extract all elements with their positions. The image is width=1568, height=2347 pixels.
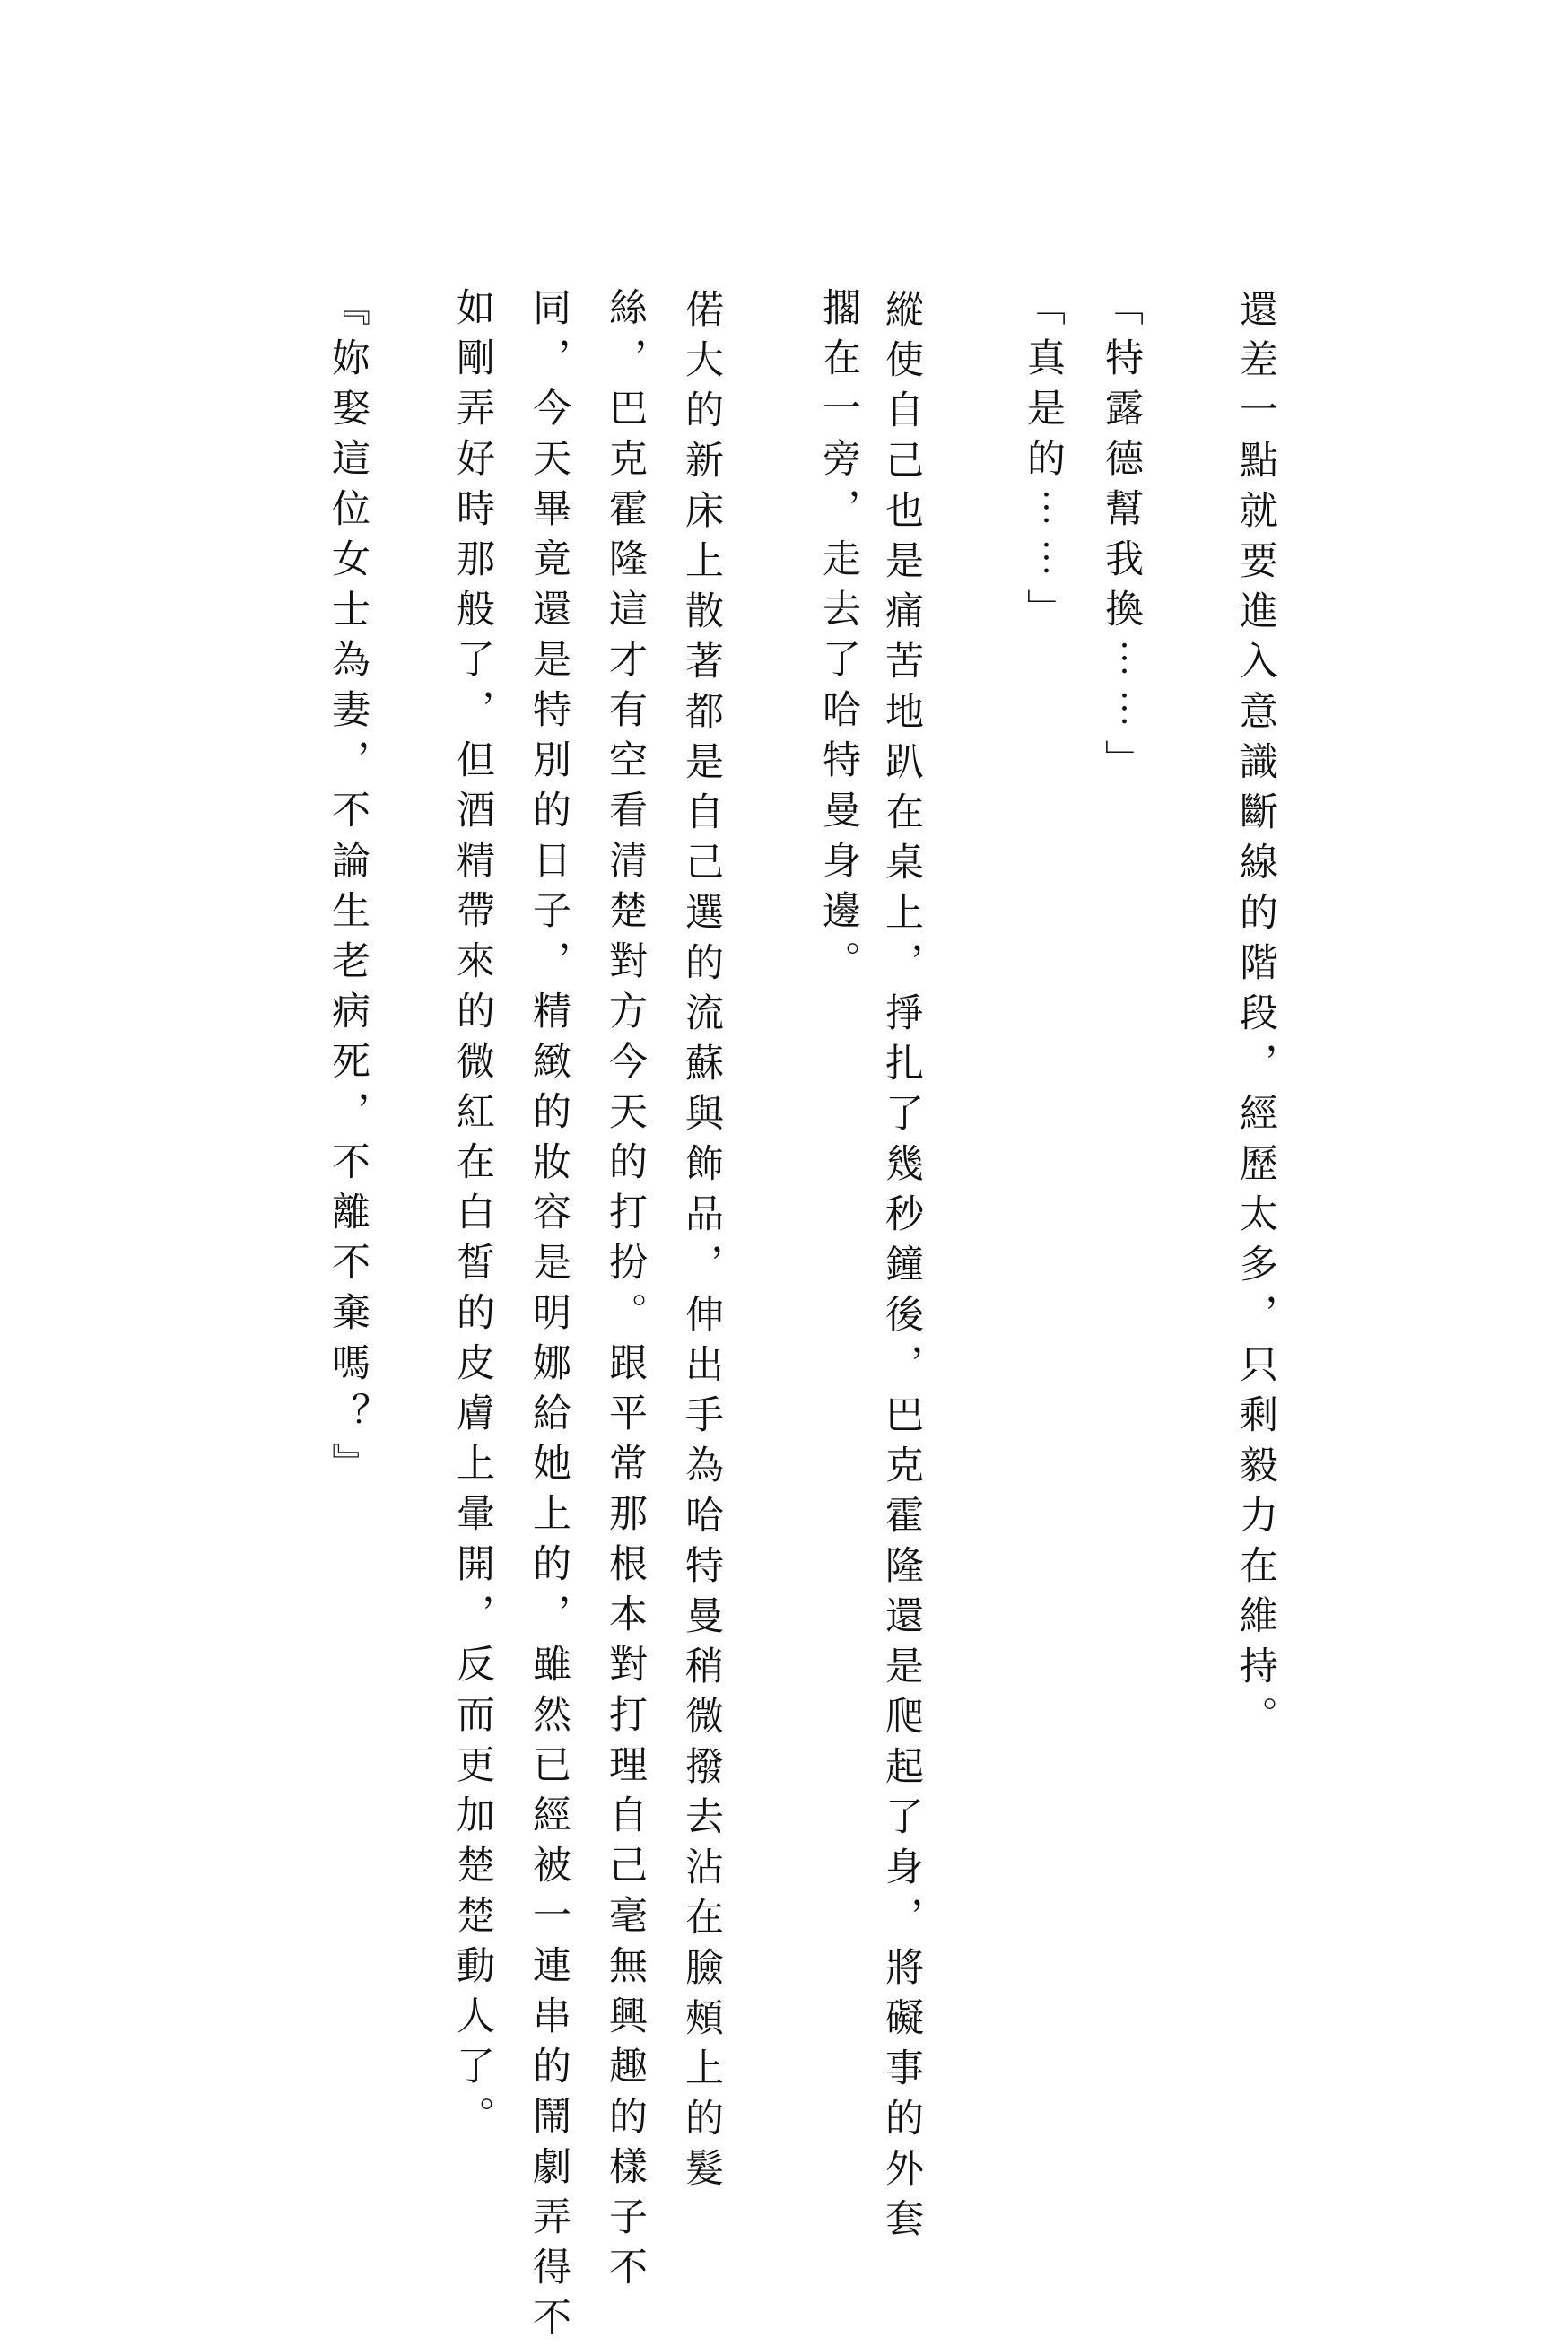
text-column-5: 擱在一旁，走去了哈特曼身邊。 bbox=[816, 287, 861, 990]
text-column-8: 同，今天畢竟還是特別的日子，精緻的妝容是明娜給她上的，雖然已經被一連串的鬧劇弄得不 bbox=[527, 287, 571, 2347]
text-column-1: 還差一點就要進入意識斷線的階段，經歷太多，只剩毅力在維持。 bbox=[1233, 289, 1278, 1746]
text-column-7: 絲，巴克霍隆這才有空看清楚對方今天的打扮。跟平常那根本對打理自己毫無興趣的樣子不 bbox=[603, 287, 648, 2297]
text-column-4: 縱使自己也是痛苦地趴在桌上，掙扎了幾秒鐘後，巴克霍隆還是爬起了身，將礙事的外套 bbox=[879, 289, 924, 2248]
text-column-2: 「特露德幫我換⋯⋯」 bbox=[1099, 287, 1144, 790]
text-column-10: 『妳娶這位女士為妻，不論生老病死，不離不棄嗎？』 bbox=[326, 287, 370, 1493]
text-column-9: 如剛弄好時那般了，但酒精帶來的微紅在白皙的皮膚上暈開，反而更加楚楚動人了。 bbox=[450, 287, 495, 2146]
text-column-3: 「真是的⋯⋯」 bbox=[1021, 287, 1066, 639]
text-column-6: 偌大的新床上散著都是自己選的流蘇與飾品，伸出手為哈特曼稍微撥去沾在臉頰上的髮 bbox=[679, 289, 724, 2198]
